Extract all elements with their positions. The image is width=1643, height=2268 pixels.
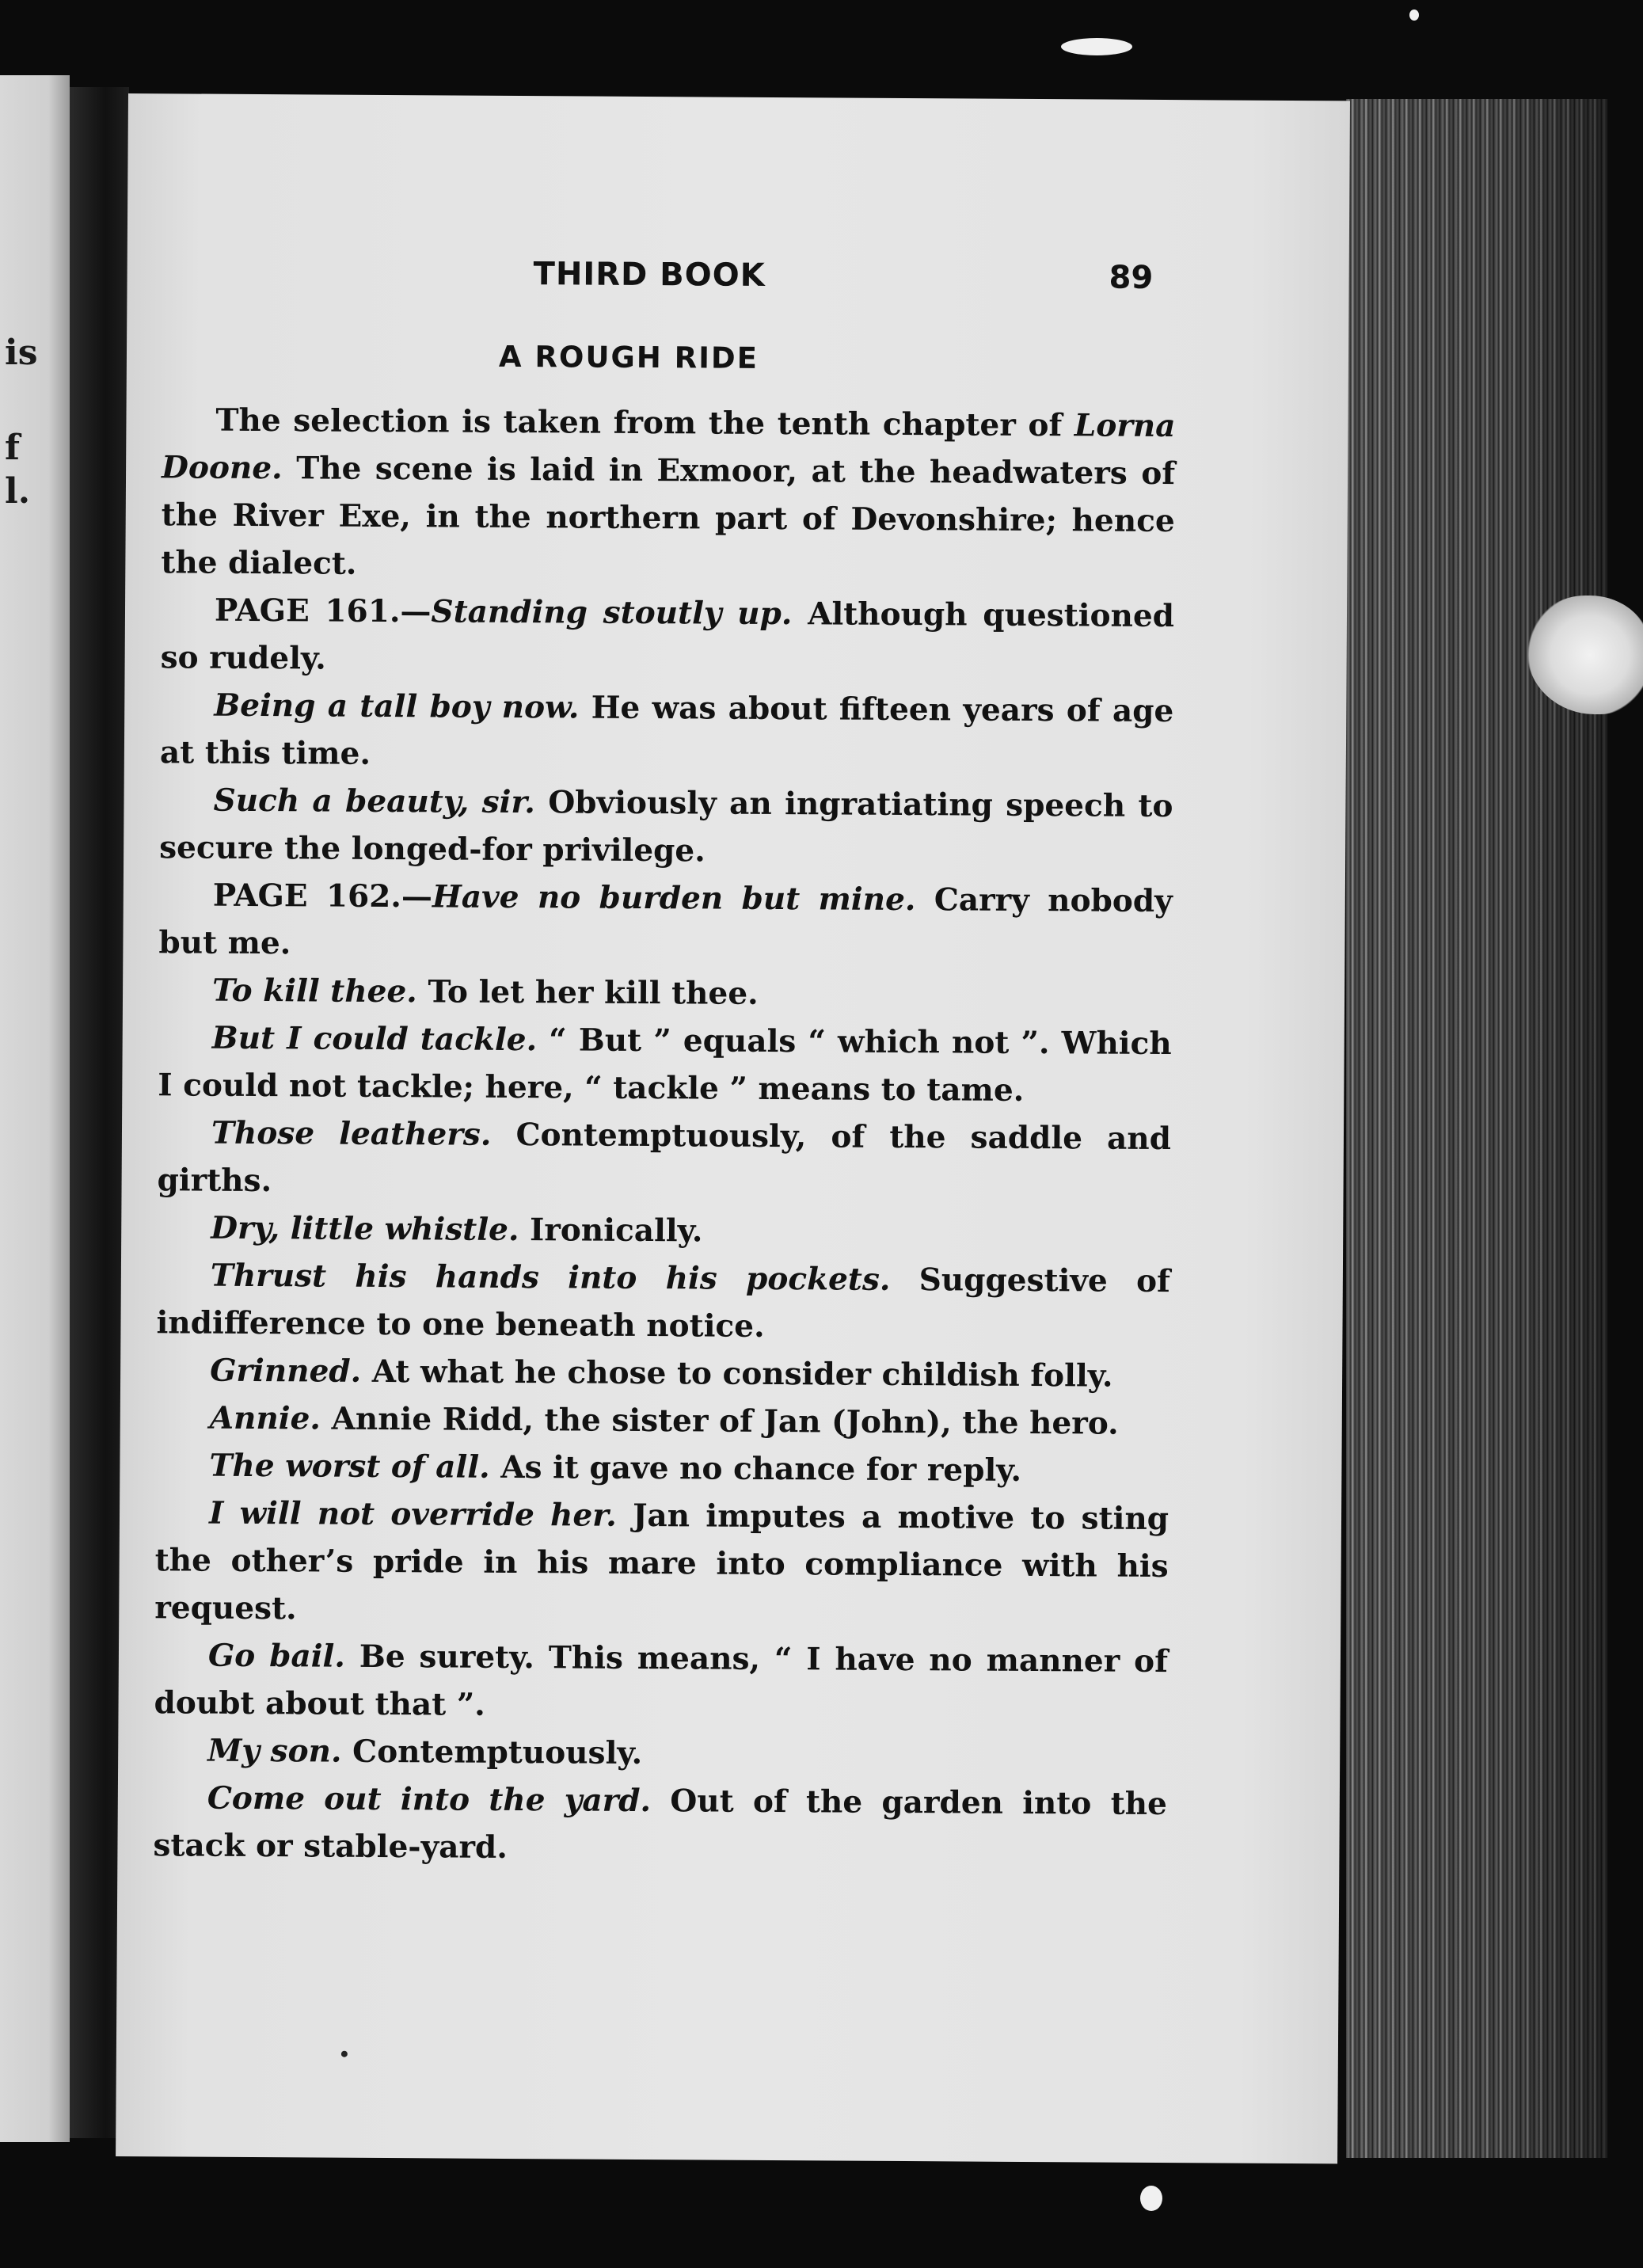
- note-text: At what he chose to consider childish folly.: [361, 1353, 1113, 1395]
- note-text: Be surety. This means, “ I have no manner of doubt about that ”.: [154, 1638, 1169, 1723]
- note-lemma: Go bail.: [207, 1637, 346, 1675]
- note-paragraph: [160, 681, 1174, 782]
- note-lemma: Standing stoutly up.: [431, 593, 793, 633]
- note-lemma: Grinned.: [210, 1352, 362, 1390]
- note-paragraph: [160, 586, 1174, 687]
- scan-speck: [1409, 10, 1419, 21]
- note-paragraph: [154, 1726, 1167, 1780]
- book-page: [116, 93, 1350, 2163]
- notes-body: [153, 396, 1175, 1875]
- page-reference: PAGE 161.—: [214, 592, 432, 630]
- note-paragraph: [156, 1346, 1169, 1400]
- note-text: Annie Ridd, the sister of Jan (John), the hero.: [320, 1400, 1119, 1442]
- note-text: Contemptuously.: [341, 1733, 643, 1772]
- note-paragraph: [157, 1109, 1171, 1210]
- book-title: Lorna Doone.: [161, 407, 1176, 487]
- running-head-title: THIRD BOOK: [533, 256, 766, 294]
- page-number: 89: [1109, 259, 1154, 296]
- note-text: “ But ” equals “ which not ”. Which I could not tackle; here, “ tackle ” means to tame.: [158, 1022, 1172, 1109]
- note-lemma: Annie.: [209, 1399, 321, 1437]
- note-text: Suggestive of indifference to one beneath notice.: [156, 1261, 1171, 1345]
- note-lemma: Those leathers.: [211, 1114, 492, 1153]
- note-text: Ironically.: [519, 1212, 703, 1250]
- note-text: Obviously an ingratiating speech to secure the longed-for privilege.: [159, 784, 1173, 870]
- scan-speck: [1140, 2186, 1162, 2211]
- left-page-fragment: f: [5, 428, 20, 468]
- note-paragraph: [156, 1394, 1169, 1448]
- note-text: Out of the garden into the stack or stable-yard.: [153, 1783, 1167, 1866]
- note-lemma: I will not override her.: [208, 1494, 617, 1534]
- note-text: Carry nobody but me.: [158, 881, 1173, 962]
- page-content: [116, 93, 1350, 2163]
- note-text: Jan imputes a motive to sting the other’s pride in his mare into compliance with his request.: [154, 1497, 1169, 1627]
- note-lemma: Such a beauty, sir.: [213, 782, 536, 821]
- left-page-margin: [0, 75, 70, 2142]
- left-page-fragment: l.: [5, 471, 31, 512]
- note-lemma: Dry, little whistle.: [211, 1209, 519, 1249]
- note-paragraph: [158, 966, 1172, 1020]
- note-text: To let her kill thee.: [416, 973, 759, 1012]
- intro-paragraph: [161, 396, 1175, 592]
- note-text: As it gave no chance for reply.: [489, 1448, 1022, 1489]
- note-lemma: Come out into the yard.: [207, 1779, 652, 1820]
- intro-text: The scene is laid in Exmoor, at the headwaters of the River Exe, in the northern part of Devonshire; hence the dialect.: [161, 450, 1176, 582]
- left-page-fragment: is: [5, 333, 38, 373]
- note-lemma: To kill thee.: [211, 972, 417, 1010]
- note-paragraph: [159, 776, 1173, 877]
- scan-speck: [1061, 38, 1132, 55]
- intro-text: The selection is taken from the tenth chapter of: [215, 401, 1074, 444]
- running-head: [127, 253, 1349, 296]
- note-lemma: But I could tackle.: [211, 1019, 538, 1059]
- note-lemma: Thrust his hands into his pockets.: [210, 1257, 891, 1298]
- note-paragraph: [153, 1774, 1167, 1875]
- note-paragraph: [154, 1631, 1168, 1733]
- note-paragraph: [158, 871, 1173, 972]
- note-text: Contemptuously, of the saddle and girths.: [157, 1116, 1172, 1200]
- section-title: A ROUGH RIDE: [498, 339, 759, 375]
- note-paragraph: [155, 1441, 1169, 1495]
- note-paragraph: [157, 1204, 1170, 1258]
- note-paragraph: [158, 1014, 1172, 1115]
- ink-dot: [341, 2051, 348, 2057]
- note-lemma: My son.: [207, 1732, 342, 1770]
- page-edges-shadow: [1346, 99, 1607, 2158]
- note-lemma: The worst of all.: [209, 1447, 490, 1486]
- note-lemma: Have no burden but mine.: [432, 878, 916, 919]
- note-text: Although questioned so rudely.: [160, 596, 1175, 677]
- page-reference: PAGE 162.—: [212, 877, 433, 915]
- note-text: He was about fifteen years of age at this time.: [159, 689, 1174, 772]
- note-paragraph: [156, 1251, 1170, 1353]
- note-lemma: Being a tall boy now.: [214, 687, 580, 726]
- note-paragraph: [154, 1489, 1169, 1638]
